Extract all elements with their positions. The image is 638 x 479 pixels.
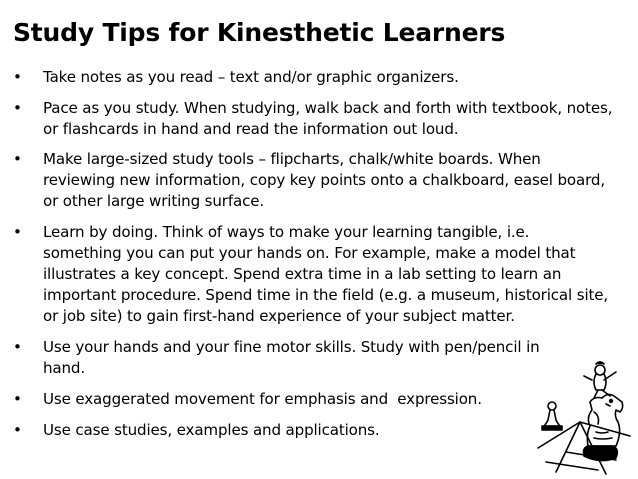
bullet-item [13, 149, 613, 212]
bullet-icon: • [13, 68, 22, 86]
bullet-item [13, 420, 613, 441]
bullet-item [13, 389, 613, 410]
bullet-item [13, 98, 613, 140]
bullet-icon: • [13, 338, 22, 356]
bullet-text: Make large-sized study tools – flipcharts, chalk/white boards. When reviewing new information, copy key points onto a chalkboard, easel board, or other large writing surface. [43, 150, 605, 210]
bullet-icon: • [13, 421, 22, 439]
chess-pieces-icon [536, 352, 632, 476]
bullet-icon: • [13, 99, 22, 117]
bullet-item [13, 337, 613, 379]
bullet-icon: • [13, 150, 22, 168]
bullet-text: Pace as you study. When studying, walk back and forth with textbook, notes, or flashcards in hand and read the information out loud. [43, 99, 613, 138]
bullet-icon: • [13, 223, 22, 241]
slide-title: Study Tips for Kinesthetic Learners [13, 18, 506, 47]
bullet-item [13, 222, 613, 327]
bullet-list [13, 67, 613, 441]
bullet-text: Use case studies, examples and applications. [43, 421, 380, 439]
bullet-text: Use exaggerated movement for emphasis and expression. [43, 390, 482, 408]
bullet-text: Learn by doing. Think of ways to make your learning tangible, i.e. something you can put your hands on. For example, make a model that illustrates a key concept. Spend extra time in a lab setting to learn an important procedure. Spend time in the field (e.g. a museum, historical site, or job site) to gain first-hand experience of your subject matter. [43, 223, 609, 325]
bullet-text: Use your hands and your fine motor skills. Study with pen/pencil in hand. [43, 338, 540, 377]
bullet-icon: • [13, 390, 22, 408]
bullet-text: Take notes as you read – text and/or graphic organizers. [43, 68, 459, 86]
bullet-item [13, 67, 613, 88]
